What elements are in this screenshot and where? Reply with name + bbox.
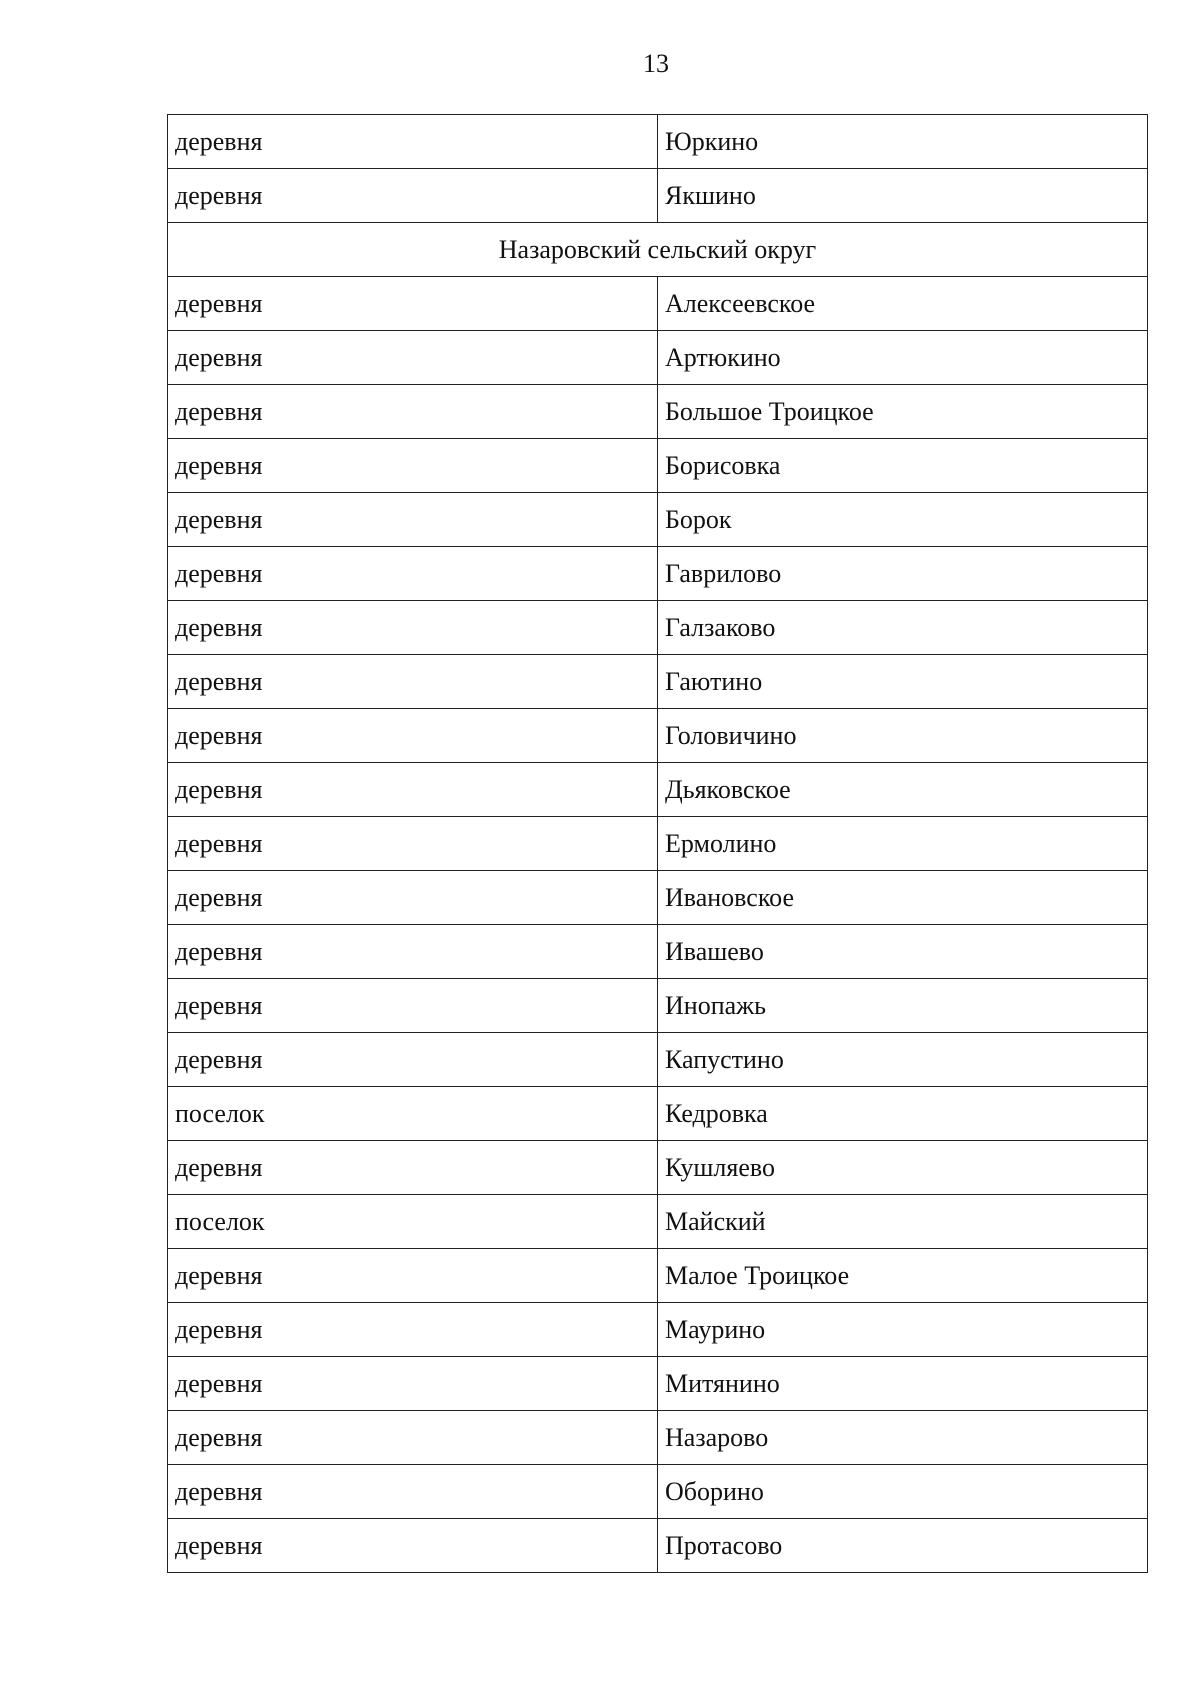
settlement-type-cell: деревня <box>168 655 658 709</box>
settlement-type-cell: деревня <box>168 1249 658 1303</box>
table-row <box>168 763 1148 817</box>
table-row <box>168 115 1148 169</box>
settlement-type-cell: деревня <box>168 1303 658 1357</box>
settlement-name-cell: Назарово <box>658 1411 1148 1465</box>
settlement-type-cell: деревня <box>168 601 658 655</box>
table-row <box>168 1195 1148 1249</box>
settlements-table <box>167 114 1148 1573</box>
settlement-name-cell: Алексеевское <box>658 277 1148 331</box>
section-title: Назаровский сельский округ <box>168 223 1148 277</box>
settlement-type-cell: деревня <box>168 763 658 817</box>
settlement-name-cell: Гаютино <box>658 655 1148 709</box>
settlement-name-cell: Якшино <box>658 169 1148 223</box>
settlement-type-cell: деревня <box>168 925 658 979</box>
settlement-name-cell: Ивашево <box>658 925 1148 979</box>
section-header-row <box>168 223 1148 277</box>
table-row <box>168 1033 1148 1087</box>
settlement-name-cell: Юркино <box>658 115 1148 169</box>
settlement-name-cell: Инопажь <box>658 979 1148 1033</box>
page-number: 13 <box>643 49 669 78</box>
settlement-name-cell: Кедровка <box>658 1087 1148 1141</box>
settlement-name-cell: Оборино <box>658 1465 1148 1519</box>
settlement-name-cell: Большое Троицкое <box>658 385 1148 439</box>
table-row <box>168 655 1148 709</box>
table-row <box>168 1519 1148 1573</box>
table-row <box>168 1141 1148 1195</box>
table-row <box>168 601 1148 655</box>
table-row <box>168 817 1148 871</box>
table-row <box>168 277 1148 331</box>
settlement-type-cell: деревня <box>168 169 658 223</box>
settlement-type-cell: деревня <box>168 817 658 871</box>
settlement-name-cell: Маурино <box>658 1303 1148 1357</box>
settlement-type-cell: поселок <box>168 1087 658 1141</box>
table-row <box>168 439 1148 493</box>
settlement-type-cell: деревня <box>168 979 658 1033</box>
settlement-type-cell: деревня <box>168 1033 658 1087</box>
settlement-type-cell: деревня <box>168 1411 658 1465</box>
settlement-name-cell: Гаврилово <box>658 547 1148 601</box>
settlement-type-cell: деревня <box>168 439 658 493</box>
settlement-type-cell: деревня <box>168 547 658 601</box>
table-row <box>168 547 1148 601</box>
settlement-type-cell: деревня <box>168 709 658 763</box>
settlement-name-cell: Митянино <box>658 1357 1148 1411</box>
settlement-type-cell: деревня <box>168 871 658 925</box>
table-row <box>168 925 1148 979</box>
settlement-type-cell: деревня <box>168 1357 658 1411</box>
settlement-name-cell: Головичино <box>658 709 1148 763</box>
table-row <box>168 1249 1148 1303</box>
settlement-type-cell: деревня <box>168 277 658 331</box>
settlement-type-cell: деревня <box>168 1141 658 1195</box>
settlement-name-cell: Кушляево <box>658 1141 1148 1195</box>
settlement-name-cell: Артюкино <box>658 331 1148 385</box>
settlement-name-cell: Борок <box>658 493 1148 547</box>
table-row <box>168 1465 1148 1519</box>
settlement-type-cell: деревня <box>168 493 658 547</box>
table-row <box>168 385 1148 439</box>
settlement-name-cell: Малое Троицкое <box>658 1249 1148 1303</box>
settlement-name-cell: Капустино <box>658 1033 1148 1087</box>
table-row <box>168 709 1148 763</box>
table-row <box>168 1411 1148 1465</box>
table-row <box>168 871 1148 925</box>
settlement-name-cell: Дьяковское <box>658 763 1148 817</box>
table-row <box>168 979 1148 1033</box>
table-row <box>168 331 1148 385</box>
table-row <box>168 169 1148 223</box>
settlement-name-cell: Галзаково <box>658 601 1148 655</box>
settlement-type-cell: деревня <box>168 115 658 169</box>
settlement-type-cell: поселок <box>168 1195 658 1249</box>
table-row <box>168 1303 1148 1357</box>
settlement-type-cell: деревня <box>168 385 658 439</box>
table-row <box>168 1357 1148 1411</box>
settlement-name-cell: Ивановское <box>658 871 1148 925</box>
settlement-name-cell: Майский <box>658 1195 1148 1249</box>
settlement-type-cell: деревня <box>168 1465 658 1519</box>
settlement-type-cell: деревня <box>168 331 658 385</box>
table-row <box>168 1087 1148 1141</box>
settlement-name-cell: Ермолино <box>658 817 1148 871</box>
table-row <box>168 493 1148 547</box>
settlement-name-cell: Борисовка <box>658 439 1148 493</box>
settlement-type-cell: деревня <box>168 1519 658 1573</box>
settlement-name-cell: Протасово <box>658 1519 1148 1573</box>
